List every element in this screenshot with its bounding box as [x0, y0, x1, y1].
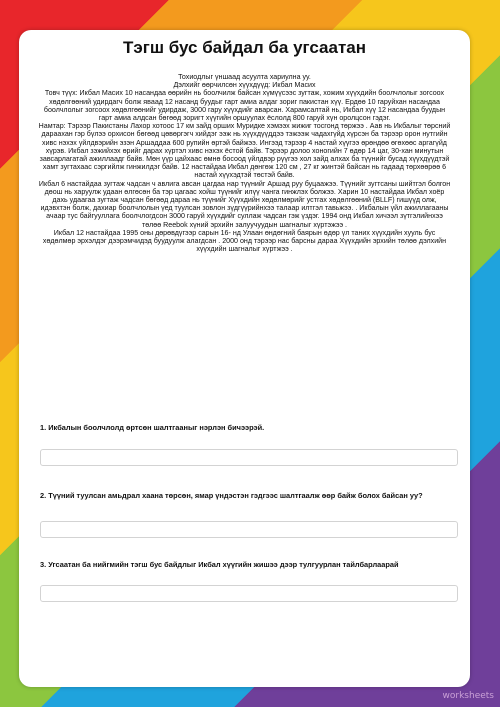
subtitle-line: Дэлхийг өөрчилсөн хүүхдүүд: Икбал Масих [173, 81, 316, 90]
worksheet-card [19, 30, 470, 687]
death-paragraph: Икбал 12 настайдаа 1995 оны дөрөвдүгээр сарын 16- нд Улаан өндөгний баярын өдөр үл таних хүүхдийн хууль бус хөдөлмөр эрхэлдэг дээрэмчидэд буудуулж алагдсан . 2000 онд тэрээр нас барсны дараа Хүүхдийн эрхийн төлөө дэлхийн хүүхдийн шагналыг хүртжээ . [42, 228, 447, 254]
answer-field-3[interactable] [40, 585, 458, 602]
summary-paragraph: Товч түүх: Икбал Масих 10 насандаа өөрийн нь боолчилж байсан хүмүүсээс зугтаж, хожим хүүхдийн боолчлолыг зогсоох хөдөлгөөний удирдагч болж явaaд 12 насанд буудыг гарт амиа алдаг зориг пакистан хүү. Ердөө 10 гарyйхан насандаа боолчлолыг зогсоох хөдөлгөөнийг удирдаж, 3000 гару хүүхдийг аварсан. Харамсалтай нь, Икбал хүү 12 насандаа буудын гарт амиа алдсан бөгөөд зоригт хүүгийн оршуулах ёслолд 800 гаруй хүн оролцсон гэдэг. [43, 89, 446, 123]
escape-paragraph: Икбал 6 настайдаа зугтаж чадсан ч авлига авсан цагдаа нар түүнийг Аршад руу буцаажээ. Түүнийг зугтсаны шийтгэл болгон дөош нь харуулж удаан өлгөсөн ба тэр цагаас хойш түүнийг илүү чанга гинжлэх болжээ. Харин 10 настайдаа Икбал хоёр дахь удаагаа зугтаж чадсан бөгөөд дараа нь түүнийг Хүүхдийн хөдөлмөрийг устгах хөдөлгөөний (BLLF) гишүүд олж, идэвхтэн болж, дахиар боолчлолын үед туулсан зовлон зүдгүүрийнхээ талаар илтгэл тавьжээ. . Икбалын үйл ажиллагааны ачаар тус байгууллага боолчлогдсон 3000 гаруй хүүхдийг суллаж чадсан гэж үздэг. 1994 онд Икбал хичээл зүтгэлийнхээ төлөө Reebok хүний эрхийн залуучуудын шагналыг хүртэжээ . [38, 179, 451, 229]
question-3: 3. Угсаатан ба нийгмийн тэгш бус байдлыг Икбал хүүгийн жишээ дээр тулгуурлан тайлбарлаарай [40, 560, 399, 569]
footer-brand: worksheets [442, 691, 494, 701]
answer-field-1[interactable] [40, 449, 458, 466]
question-2: 2. Түүний туулсан амьдрал хаана төрсөн, ямар үндэстэн гэдгээс шалтгаалж өөр байж болох байсан уу? [40, 491, 423, 500]
worksheet-title: Тэгш бус байдал ба угсаатан [122, 38, 366, 57]
case-study-text [37, 73, 452, 318]
worksheets-logo [443, 691, 494, 701]
biography-paragraph: Намтар: Тэрээр Пакистаны Лахор хотоос 17 км зайд орших Муридке хэмээх жижиг тосгонд төржээ . Аав нь Икбалыг төрсний дараахан гэр бүлээ орхисон бөгөөд цөвөргэгч хийдэг ээж нь хүүхдүүддээ тэжээж чадахгүйд хүрсэн ба тэрээр орон нутгийн хивс нэхэх үйлдвэрийн эзэн Аршаддаа 600 рупийн өртэй байжээ. Ингээд тэрээр 4 настай хүүгээ өрөндөө өгөхөөс аргагүйд хүрэв. Икбал зэжийхэх өрийг дарах хүртэл хивс нэхэх ёстой байв. Тэрээр долоо хоногийн 7 өдөр 14 цаг, 30-хан минутын завсарлагатай ажиллаадг байв. Мөн үүр цайхаас өмнө босоод үйлдвэр рүүгээ хол зайд алхах ба түүнийг бусад хүүхдүүдтэй хамт зугтахаас сэргийлж гинжилдэг байв. 12 настайдаа Икбал дөнгөж 120 см , 27 кг жинтэй байсан нь гадаад төрхөөрөө 6 настай хүүхэдтэй төстэй байв. [38, 122, 451, 180]
answer-field-2[interactable] [40, 521, 458, 538]
intro-line: Тохиодлыг үншаад асуулта хариулна уу. [178, 73, 311, 81]
question-1: 1. Икбалын боолчлолд өртсөн шалтгааныг нэрлэн бичээрэй. [40, 423, 265, 432]
